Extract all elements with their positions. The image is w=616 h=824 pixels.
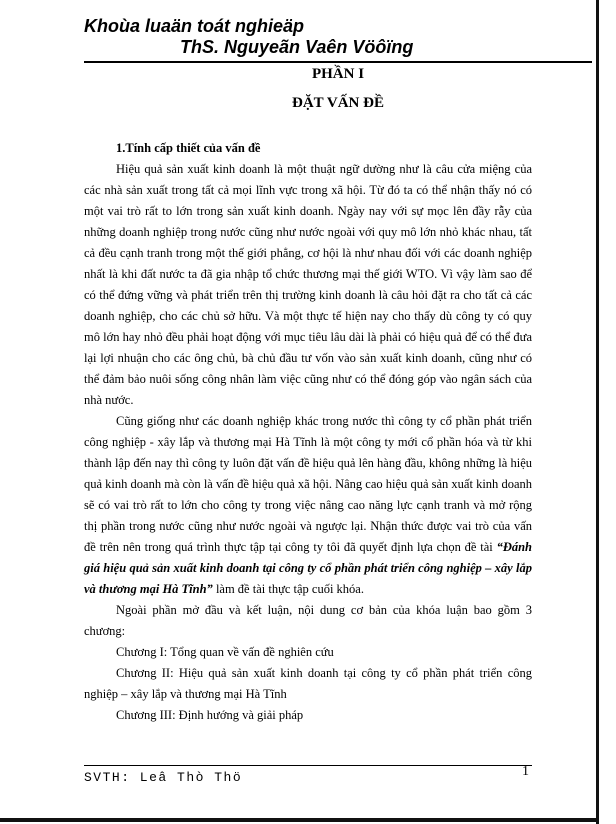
page-number: 1 [522,764,529,779]
section-heading: 1.Tính cấp thiết của vấn đề [116,141,261,155]
chapter-item: Chương II: Hiệu quả sản xuất kinh doanh tại công ty cổ phần phát triển công nghiệp – xây lắp và thương mại Hà Tĩnh [84,666,532,701]
header-advisor-name: ThS. Nguyeãn Vaên Vöôïng [180,37,414,57]
paragraph: Hiệu quả sản xuất kinh doanh là một thuật ngữ dường như là câu cửa miệng của các nhà sản xuất trong tất cả mọi lĩnh vực trong xã hội. Từ đó ta có thể nhận thấy nó có một vai trò rất to lớn trong sản xuất kinh doanh. Ngày nay với sự mọc lên đầy rẫy của những doanh nghiệp trong nước cũng như nước ngoài với quy mô lớn nhỏ khác nhau, tất cả đều cạnh tranh trong một thế giới phẳng, cơ hội là như nhau đối với các doanh nghiệp nhất là khi đất nước ta đã gia nhập tổ chức thương mại thế giới WTO. Vì vậy làm sao để có thể đứng vững và phát triển trên thị trường kinh doanh là câu hỏi đặt ra cho tất cả các doanh nghiệp, cho các chủ sở hữu. Và một thực tế hiện nay cho thấy dù công ty có quy mô lớn hay nhỏ đều phải hoạt động với mục tiêu lâu dài là phải có hiệu quả để có thể đưa lại lợi nhuận cho các ông chủ, bà chủ đầu tư vốn vào sản xuất kinh doanh, cũng như có thể đảm bảo nuôi sống công nhân làm việc cũng như có thể đóng góp vào ngân sách của nhà nước. [84,162,532,407]
body-text [84,138,532,726]
page-border-right [596,0,599,824]
chapter-item: Chương III: Định hướng và giải pháp [116,708,304,722]
header-rule [84,61,592,63]
page-border-bottom [0,818,599,822]
paragraph [84,411,532,600]
thesis-topic: “Đánh giá hiệu quả sản xuất kinh doanh tại công ty cổ phần phát triển công nghiệp – xây lắp và thương mại Hà Tĩnh” [84,540,532,596]
footer-rule [84,765,532,766]
page-title: ĐẶT VẤN ĐỀ [292,95,384,111]
paragraph: Ngoài phần mở đầu và kết luận, nội dung cơ bản của khóa luận bao gồm 3 chương: [84,603,532,638]
header-thesis-label: Khoùa luaän toát nghieäp [84,16,305,36]
chapter-item: Chương I: Tổng quan về vấn đề nghiên cứu [116,645,334,659]
paragraph-text: làm đề tài thực tập cuối khóa. [212,582,364,596]
footer-author: SVTH: Leâ Thò Thö [84,770,243,785]
paragraph-text: Cũng giống như các doanh nghiệp khác trong nước thì công ty cổ phần phát triển công nghiệp - xây lắp và thương mại Hà Tĩnh là một công ty mới cổ phần hóa và từ khi thành lập đến nay thì công ty luôn đặt vấn đề hiệu quả lên hàng đầu, không những là hiệu quả kinh doanh mà còn là vấn đề hiệu quả xã hội. Nâng cao hiệu quả sản xuất kinh doanh sẽ có vai trò rất to lớn cho công ty trong việc nâng cao năng lực cạnh tranh và mở rộng thị phần trong nước cũng như nước ngoài và ngược lại. Nhận thức được vai trò của vấn đề trên nên trong quá trình thực tập tại công ty tôi đã quyết định lựa chọn đề tài [84,414,532,554]
part-number: PHẦN I [311,66,365,82]
